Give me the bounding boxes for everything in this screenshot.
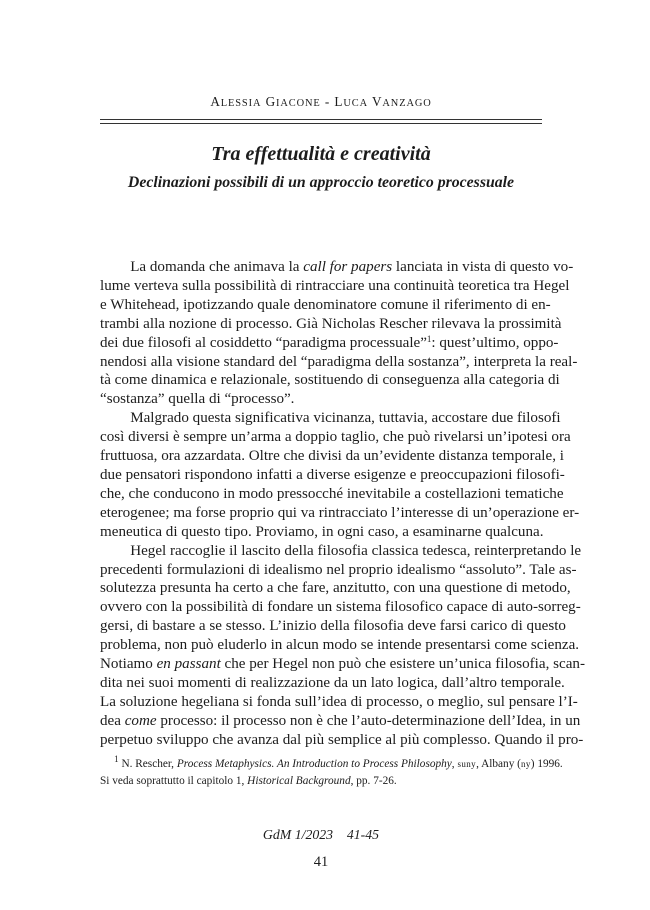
paragraph-line [100, 315, 562, 334]
paragraph-line [100, 409, 561, 428]
line-text: perpetuo sviluppo che avanza dal più semplice al più complesso. Quando il pro- [100, 731, 584, 748]
paragraph-line [100, 485, 564, 504]
line-text: dita nei suoi momenti di realizzazione da un lato logica, dall’altro temporale. [100, 674, 565, 691]
footnote-text: Si veda soprattutto il capitolo 1, [100, 775, 248, 787]
line-text: fruttuosa, ora azzardata. Oltre che divisi da un’evidente distanza temporale, i [100, 448, 564, 465]
running-header-authors [100, 94, 542, 110]
line-text: lanciata in vista di questo vo- [392, 259, 574, 275]
italic-phrase: come [124, 712, 157, 729]
line-text: dei due filosofi al cosiddetto “paradigma processuale” [100, 334, 427, 351]
line-text: che, che conducono in modo pressocché inevitabile a costellazioni tematiche [100, 485, 564, 502]
footnote-book-title: Process Metaphysics. An Introduction to Process Philosophy [176, 758, 452, 770]
italic-phrase: en passant [156, 656, 221, 673]
footnote-number: 1 [114, 754, 119, 764]
line-text: gersi, di bastare a se stesso. L’inizio della filosofia deve farsi carico di questo [100, 618, 566, 635]
footnote-publisher: suny [457, 759, 477, 769]
line-text: meneutica di questo tipo. Proviamo, in ogni caso, a esaminarne qualcuna. [100, 523, 544, 540]
journal-pages: 41-45 [346, 827, 380, 842]
author1-initial: A [210, 94, 221, 109]
footnote-text: , Albany ( [476, 758, 521, 770]
paragraph-line [100, 655, 585, 674]
footnote-line-2 [100, 773, 542, 790]
line-text: Malgrado questa significativa vicinanza, tuttavia, accostare due filosofi [100, 410, 561, 427]
paragraph-line [100, 428, 571, 447]
journal-reference [100, 827, 542, 843]
author2-rest: UCA [343, 98, 368, 109]
paragraph-line [100, 523, 542, 542]
paragraph-line [100, 296, 551, 315]
paragraph-line [100, 731, 584, 750]
paragraph-line [100, 636, 580, 655]
paragraph-line [100, 674, 565, 693]
line-text: Hegel raccoglie il lascito della filosofia classica tedesca, reinterpretando le [100, 542, 582, 559]
paragraph-line [100, 712, 581, 731]
line-text: La domanda che animava la [100, 259, 304, 275]
line-text: problema, non può eluderlo in alcun modo se intende presentarsi come scienza. [100, 637, 580, 654]
footnote [100, 754, 563, 790]
line-text: Notiamo [100, 656, 157, 673]
footnote-line-1 [100, 754, 563, 773]
page-number: 41 [313, 854, 329, 870]
line-text: ovvero con la possibilità di fondare un sistema filosofico capace di auto-sorreg- [100, 599, 581, 616]
line-text: processo: il processo non è che l’auto-determinazione dell’Idea, in un [156, 712, 581, 729]
line-text: che per Hegel non può che esistere un’unica filosofia, scan- [220, 656, 585, 673]
paragraph-line [100, 258, 574, 277]
line-text: solutezza presunta ha certo a che fare, anzitutto, con una questione di metodo, [100, 580, 571, 597]
paragraph-line [100, 371, 560, 390]
footnote-text: N. Rescher, [118, 758, 177, 770]
author1-surname-initial: G [265, 94, 277, 109]
paragraph-line [100, 277, 570, 296]
paragraph-line [100, 353, 578, 372]
line-text: lume verteva sulla possibilità di rintracciare una continuità teoretica tra Hegel [100, 277, 570, 294]
author1-rest: LESSIA [220, 98, 262, 109]
footnote-state: ny [520, 759, 531, 769]
italic-phrase: call for papers [303, 259, 393, 275]
paragraph-line [100, 617, 566, 636]
footnote-text: , pp. 7-26. [350, 775, 397, 787]
author2-initial: L [334, 94, 344, 109]
paragraph-line [100, 561, 577, 580]
paragraph-line [100, 542, 582, 561]
paragraph-line [100, 447, 564, 466]
paragraph-line [100, 390, 542, 409]
paragraph-line [100, 333, 559, 353]
line-text: La soluzione hegeliana si fonda sull’idea di processo, o meglio, sul pensare l’I- [100, 693, 578, 710]
article-subtitle: Declinazioni possibili di un approccio teoretico processuale [127, 174, 515, 191]
footnote-text: ) 1996. [530, 758, 563, 770]
line-text: dea [100, 712, 125, 729]
author1-surname-rest: IACONE [276, 98, 321, 109]
line-text: eterogenee; ma forse proprio qui va rintracciato l’interesse di un’operazione er- [100, 504, 580, 521]
line-text: precedenti formulazioni di idealismo nel proprio idealismo “assoluto”. Tale as- [100, 561, 577, 578]
footnote-text: , [451, 758, 458, 770]
line-text: così diversi è sempre un’arma a doppio taglio, che può rivelarsi un’ipotesi ora [100, 429, 571, 446]
author2-surname-initial: V [371, 94, 383, 109]
paragraph-line [100, 579, 571, 598]
line-text: tà come dinamica e relazionale, sostituendo di conseguenza alla categoria di [100, 372, 560, 389]
line-text: “sostanza” quella di “processo”. [100, 391, 295, 408]
line-text: : quest’ultimo, oppo- [431, 334, 559, 351]
body-text [100, 258, 585, 750]
paragraph-line [100, 466, 565, 485]
footnote-chapter-title: Historical Background [247, 775, 351, 787]
paragraph-line [100, 693, 578, 712]
footnote-ref[interactable]: 1 [426, 333, 432, 344]
line-text: e Whitehead, ipotizzando quale denominatore comune il riferimento di en- [100, 296, 551, 313]
line-text: due pensatori rispondono infatti a diverse esigenze e preoccupazioni filosofi- [100, 466, 565, 483]
paragraph-line [100, 598, 581, 617]
article-title: Tra effettualità e creatività [211, 143, 431, 165]
paragraph-line [100, 504, 580, 523]
author2-surname-rest: ANZAGO [382, 98, 432, 109]
header-rule-top [100, 119, 542, 120]
header-rule-bottom [100, 123, 542, 124]
journal-issue: GdM 1/2023 [262, 827, 334, 842]
line-text: trambi alla nozione di processo. Già Nicholas Rescher rilevava la prossimità [100, 315, 562, 332]
author-separator: - [324, 94, 331, 109]
line-text: nendosi alla visione standard del “paradigma della sostanza”, interpreta la real- [100, 353, 578, 370]
